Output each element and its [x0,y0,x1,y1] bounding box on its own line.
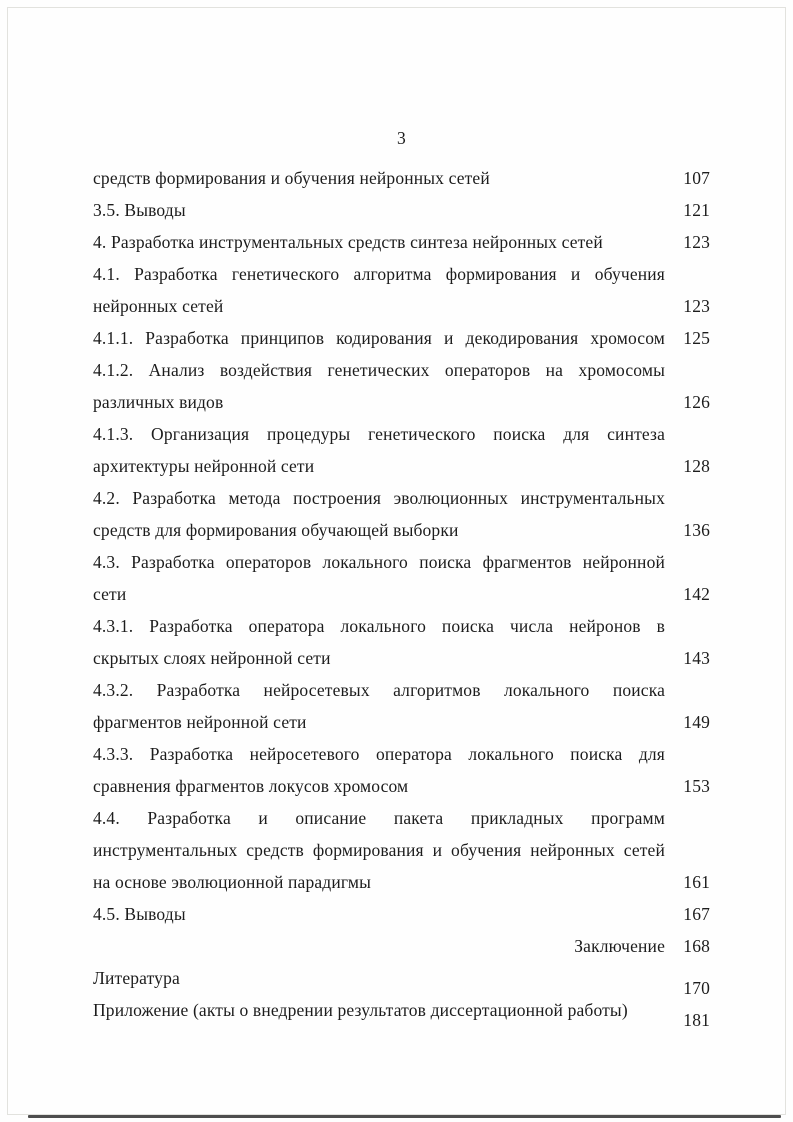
toc-page-number: 181 [683,1010,710,1030]
toc-line: 4.1.3. Организация процедуры генетического поиска для синтеза [93,424,665,444]
toc-entry [93,930,710,962]
toc-line: нейронных сетей [93,296,224,316]
toc-page-number: 161 [683,872,710,892]
toc-line: 3.5. Выводы [93,200,186,220]
toc-entry [93,162,710,194]
toc-page-number: 123 [683,296,710,316]
toc-page-number: 123 [683,232,710,252]
toc-line: инструментальных средств формирования и обучения нейронных сетей [93,840,665,860]
toc-line: скрытых слоях нейронной сети [93,648,331,668]
toc-line: 4.4. Разработка и описание пакета прикладных программ [93,808,665,828]
toc-entry [93,322,710,354]
toc-line: архитектуры нейронной сети [93,456,315,476]
toc-entry [93,962,710,998]
toc-line: сети [93,584,127,604]
toc-line: средств формирования и обучения нейронных сетей [93,168,490,188]
toc-page-number: 153 [683,776,710,796]
toc-line: на основе эволюционной парадигмы [93,872,372,892]
toc-line: 4.5. Выводы [93,904,186,924]
toc-line: фрагментов нейронной сети [93,712,307,732]
toc-page-number: 126 [683,392,710,412]
toc-page-number: 149 [683,712,710,732]
toc-line: 4.2. Разработка метода построения эволюционных инструментальных [93,488,665,508]
toc-entry [93,258,710,322]
toc-line: 4.3. Разработка операторов локального поиска фрагментов нейронной [93,552,665,572]
toc-line: 4.3.1. Разработка оператора локального поиска числа нейронов в [93,616,665,636]
toc-entry [93,482,710,546]
toc-line: 4.1. Разработка генетического алгоритма формирования и обучения [93,264,665,284]
toc-line: Литература [93,968,180,988]
toc-page-number: 168 [683,936,710,956]
toc-line: 4.1.2. Анализ воздействия генетических операторов на хромосомы [93,360,665,380]
toc-page-number: 121 [683,200,710,220]
toc-entry [93,546,710,610]
toc-entry [93,994,710,1030]
toc-entry [93,194,710,226]
toc-entry [93,610,710,674]
toc-page-number: 128 [683,456,710,476]
toc-page-number: 142 [683,584,710,604]
toc-line: Приложение (акты о внедрении результатов диссертационной работы) [93,1000,628,1020]
toc-line: 4.1.1. Разработка принципов кодирования и декодирования хромосом [93,328,665,348]
scan-bottom-edge [28,1115,781,1118]
toc-line: 4.3.2. Разработка нейросетевых алгоритмов локального поиска [93,680,665,700]
toc-line: 4. Разработка инструментальных средств синтеза нейронных сетей [93,232,603,252]
page-number: 3 [397,128,406,148]
toc-line: Заключение [574,936,665,956]
toc-page-number: 167 [683,904,710,924]
toc-entry [93,898,710,930]
toc-page-number: 125 [683,328,710,348]
toc-page-number: 107 [683,168,710,188]
toc-page-number: 136 [683,520,710,540]
toc-entry [93,738,710,802]
table-of-contents [93,122,710,1030]
toc-line: 4.3.3. Разработка нейросетевого оператора локального поиска для [93,744,665,764]
toc-line: сравнения фрагментов локусов хромосом [93,776,409,796]
toc-line: различных видов [93,392,224,412]
toc-line: средств для формирования обучающей выборки [93,520,459,540]
toc-entry [93,226,710,258]
toc-entry [93,354,710,418]
toc-entry [93,802,710,898]
toc-page-number: 143 [683,648,710,668]
toc-page-number: 170 [683,978,710,998]
toc-entry [93,418,710,482]
toc-entry [93,674,710,738]
